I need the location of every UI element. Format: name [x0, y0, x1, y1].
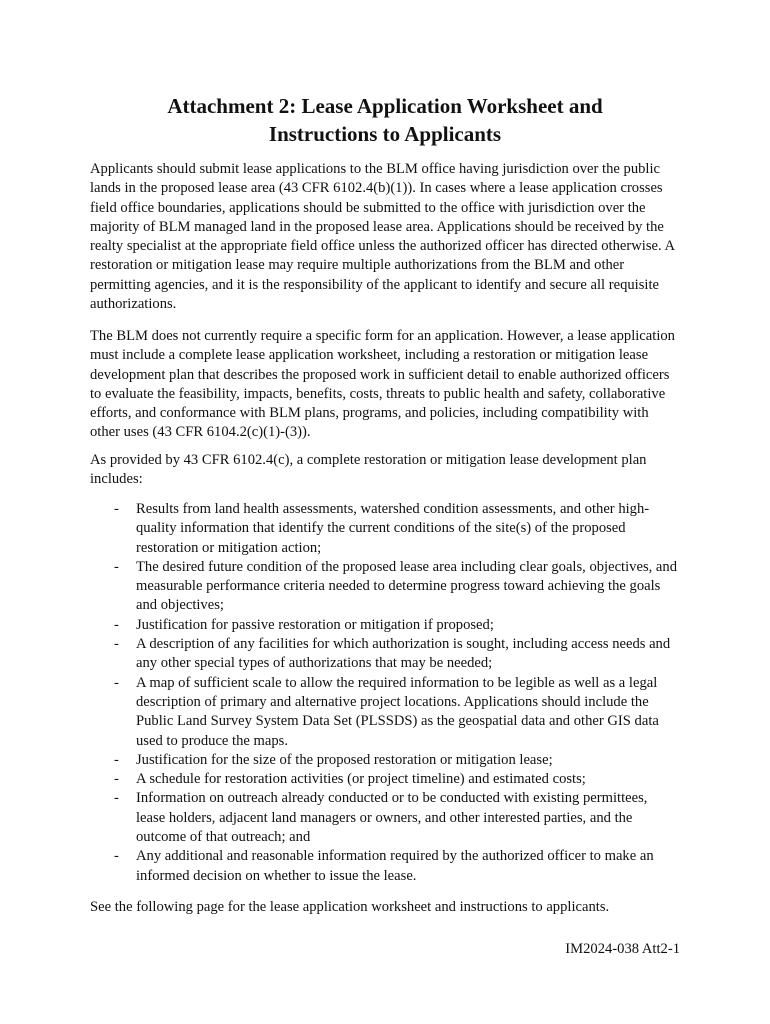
- list-item-text: Information on outreach already conducted or to be conducted with existing permittees, lease holders, adjacent land managers or owners, and other interested parties, and the outcome of that outreach; and: [136, 790, 648, 846]
- list-item: [90, 635, 680, 674]
- bullet-dash: -: [114, 771, 119, 788]
- list-item: [90, 558, 680, 616]
- list-item-text: Results from land health assessments, watershed condition assessments, and other high-quality information that identify the current conditions of the site(s) of the proposed restoration or mitigation action;: [136, 501, 650, 556]
- bullet-dash: -: [114, 616, 119, 633]
- list-item-text: Any additional and reasonable information required by the authorized officer to make an informed decision on whether to issue the lease.: [136, 848, 654, 884]
- list-item: [90, 674, 680, 751]
- title-line-1: Attachment 2: Lease Application Worksheet and: [167, 94, 603, 118]
- list-item-text: Justification for passive restoration or mitigation if proposed;: [136, 616, 494, 633]
- list-item: [90, 847, 680, 886]
- bullet-dash: -: [114, 501, 119, 517]
- list-item-text: A description of any facilities for which authorization is sought, including access needs and any other special types of authorizations that may be needed;: [136, 636, 671, 672]
- bullet-dash: -: [114, 790, 119, 807]
- list-item: [90, 500, 680, 558]
- development-plan-intro-paragraph: As provided by 43 CFR 6102.4(c), a complete restoration or mitigation lease development plan includes:: [90, 452, 647, 488]
- bullet-dash: -: [114, 751, 119, 768]
- page-title: [90, 92, 680, 148]
- bullet-dash: -: [114, 636, 119, 653]
- list-item: [90, 616, 680, 635]
- title-line-2: Instructions to Applicants: [268, 122, 502, 146]
- see-next-page-paragraph: See the following page for the lease application worksheet and instructions to applicants.: [90, 899, 610, 915]
- list-item: [90, 789, 680, 847]
- application-requirements-paragraph: The BLM does not currently require a specific form for an application. However, a lease application must include a complete lease application worksheet, including a restoration or mitigation lease development plan that describes the proposed work in sufficient detail to enable authorized officers to evaluate the feasibility, impacts, benefits, costs, threats to public health and safety, collaborative efforts, and conformance with BLM plans, programs, and policies, including compatibility with other uses (43 CFR 6104.2(c)(1)-(3)).: [90, 328, 675, 441]
- bullet-dash: -: [114, 558, 119, 575]
- list-item-text: A map of sufficient scale to allow the required information to be legible as well as a legal description of primary and alternative project locations. Applications should include the Public Land Survey System Data Set (PLSSDS) as the geospatial data and other GIS data used to produce the maps.: [136, 674, 659, 749]
- list-item-text: The desired future condition of the proposed lease area including clear goals, objectives, and measurable performance criteria needed to determine progress toward achieving the goals and objectives;: [136, 558, 677, 614]
- bullet-dash: -: [114, 848, 119, 865]
- intro-paragraph: Applicants should submit lease applications to the BLM office having jurisdiction over the public lands in the proposed lease area (43 CFR 6102.4(b)(1)). In cases where a lease application crosses field office boundaries, applications should be submitted to the office with jurisdiction over the majority of BLM managed land in the proposed lease area. Applications should be received by the realty specialist at the appropriate field office unless the authorized officer has directed otherwise. A restoration or mitigation lease may require multiple authorizations from the BLM and other permitting agencies, and it is the responsibility of the applicant to identify and secure all requisite authorizations.: [90, 161, 675, 313]
- list-item-text: Justification for the size of the proposed restoration or mitigation lease;: [136, 751, 553, 768]
- page-footer-id: IM2024-038 Att2-1: [565, 941, 680, 957]
- list-item: [90, 770, 680, 789]
- bullet-dash: -: [114, 674, 119, 691]
- list-item-text: A schedule for restoration activities (or project timeline) and estimated costs;: [136, 771, 586, 788]
- development-plan-list: [90, 500, 680, 886]
- list-item: [90, 751, 680, 770]
